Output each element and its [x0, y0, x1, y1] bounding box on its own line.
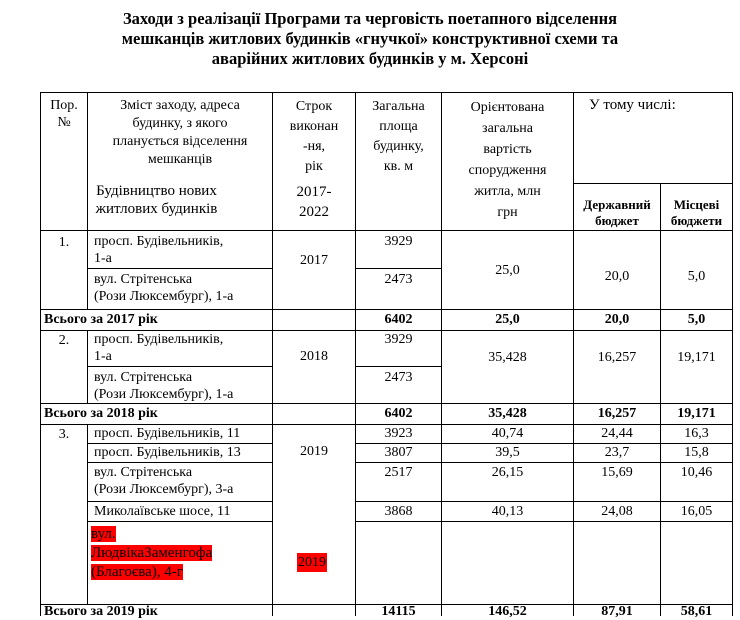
local-budget-cell: 10,46	[680, 465, 713, 480]
area-cell: 3929	[384, 234, 413, 249]
local-budget-cell: 19,171	[677, 350, 716, 365]
header-state-budget: Державний бюджет	[583, 197, 651, 228]
address-cell: вул. Стрітенська (Рози Люксембург), 1-а	[94, 370, 234, 402]
title-line-3: аварійних житлових будинків у м. Херсоні	[211, 49, 529, 68]
highlighted-address-line: вул.	[91, 526, 116, 542]
total-state-budget: 87,91	[601, 604, 633, 619]
header-construction: Будівництво нових житлових будинків	[95, 183, 218, 217]
state-budget-cell: 23,7	[604, 445, 630, 460]
address-cell: Миколаївське шосе, 11	[94, 504, 231, 519]
total-area: 6402	[384, 312, 413, 327]
total-local-budget: 58,61	[680, 604, 713, 619]
year-cell: 2019	[300, 444, 328, 459]
area-cell: 3929	[384, 332, 413, 347]
total-label: Всього за 2017 рік	[44, 312, 158, 327]
total-cost: 25,0	[495, 312, 520, 327]
total-local-budget: 19,171	[677, 406, 716, 421]
cost-cell: 40,13	[491, 504, 524, 519]
area-cell: 2517	[384, 465, 413, 480]
header-cost: Орієнтована загальна вартість спорудження житла, млн грн	[468, 100, 547, 220]
address-cell: просп. Будівельників, 1-а	[94, 332, 224, 364]
header-area: Загальна площа будинку, кв. м	[372, 99, 425, 174]
highlighted-address-line: ЛюдвікаЗаменгофа	[91, 545, 213, 561]
area-cell: 2473	[384, 272, 413, 287]
address-cell: просп. Будівельників, 13	[94, 445, 241, 460]
state-budget-cell: 15,69	[601, 465, 633, 480]
local-budget-cell: 15,8	[684, 445, 709, 460]
cost-cell: 26,15	[491, 465, 524, 480]
cost-cell: 25,0	[495, 263, 520, 278]
total-local-budget: 5,0	[687, 312, 706, 327]
local-budget-cell: 16,3	[684, 426, 709, 441]
state-budget-cell: 16,257	[597, 350, 637, 365]
state-budget-cell: 24,08	[601, 504, 633, 519]
header-number: Пор. №	[50, 98, 78, 130]
cost-cell: 40,74	[491, 426, 524, 441]
document-title	[0, 9, 740, 69]
area-cell: 3923	[384, 426, 413, 441]
header-local-budget: Місцеві бюджети	[670, 197, 723, 228]
header-term: Строк виконан -ня, рік	[289, 99, 339, 174]
total-label: Всього за 2019 рік	[44, 604, 158, 619]
address-cell: вул. Стрітенська (Рози Люксембург), 3-а	[94, 465, 234, 497]
title-line-1: Заходи з реалізації Програми та черговість поетапного відселення	[122, 9, 618, 28]
cost-cell: 39,5	[495, 445, 520, 460]
row-number: 2.	[58, 333, 70, 348]
state-budget-cell: 20,0	[604, 269, 630, 284]
header-period: 2017- 2022	[296, 184, 332, 220]
address-cell: вул. Стрітенська (Рози Люксембург), 1-а	[94, 272, 234, 304]
highlighted-year: 2019	[298, 555, 326, 570]
area-cell: 3807	[384, 445, 413, 460]
year-cell: 2018	[300, 349, 328, 364]
highlighted-address-line: (Благоєва), 4-г	[91, 564, 183, 580]
total-state-budget: 20,0	[604, 312, 630, 327]
total-label: Всього за 2018 рік	[44, 406, 158, 421]
address-cell: просп. Будівельників, 1-а	[94, 234, 224, 266]
row-number: 3.	[58, 427, 70, 442]
address-cell: просп. Будівельників, 11	[94, 426, 241, 441]
local-budget-cell: 16,05	[680, 504, 713, 519]
total-area: 6402	[384, 406, 413, 421]
local-budget-cell: 5,0	[687, 269, 706, 284]
header-including: У тому числі:	[589, 97, 676, 113]
title-line-2: мешканців житлових будинків «гнучкої» конструктивної схеми та	[121, 29, 619, 48]
highlighted-address-cell	[91, 525, 212, 582]
total-state-budget: 16,257	[597, 406, 637, 421]
cost-cell: 35,428	[488, 350, 527, 365]
year-cell: 2017	[300, 253, 328, 268]
state-budget-cell: 24,44	[601, 426, 633, 441]
header-content: Зміст заходу, адреса будинку, з якого планується відселення мешканців	[112, 98, 248, 167]
total-cost: 146,52	[488, 604, 527, 619]
row-number: 1.	[58, 235, 70, 250]
highlighted-year-cell	[297, 554, 327, 571]
area-cell: 2473	[384, 370, 413, 385]
total-area: 14115	[381, 604, 416, 619]
total-cost: 35,428	[488, 406, 527, 421]
area-cell: 3868	[384, 504, 413, 519]
